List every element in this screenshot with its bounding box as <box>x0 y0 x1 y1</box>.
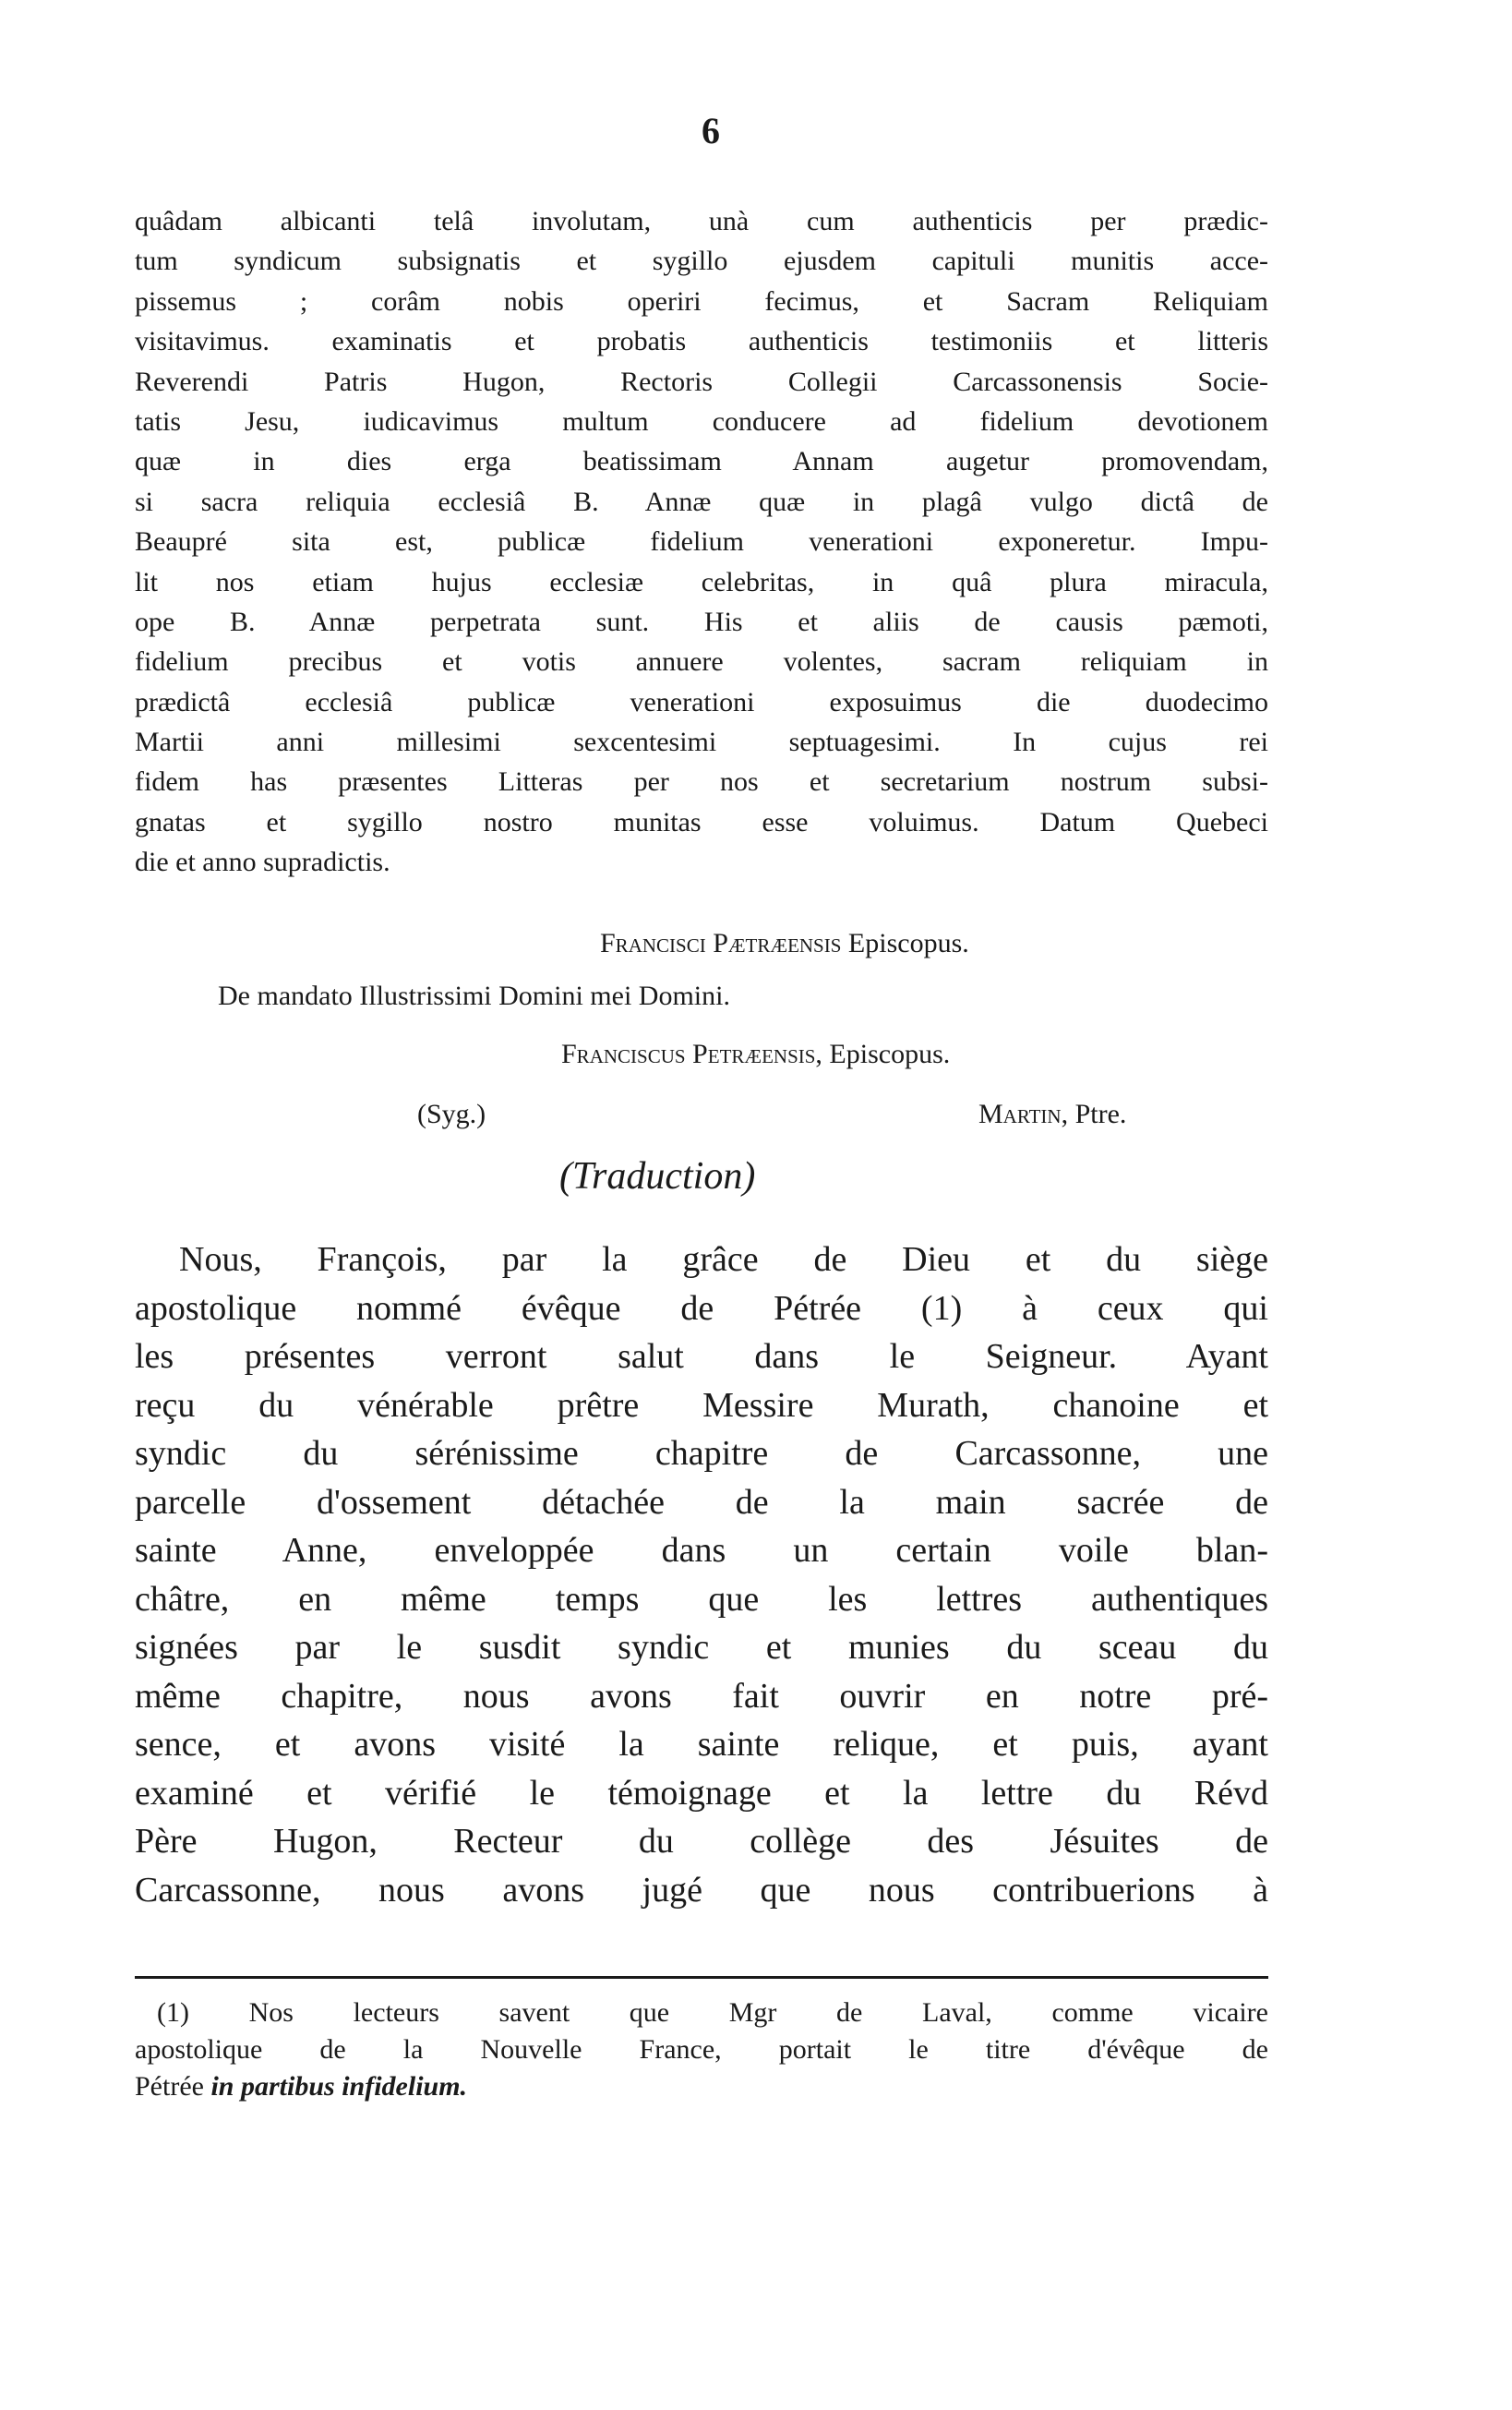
latin-line: fidem has præsentes Litteras per nos et secretarium nostrum subsi- <box>135 766 1268 798</box>
latin-line: Martii anni millesimi sexcentesimi septuagesimi. In cujus rei <box>135 727 1268 758</box>
signature-bishop-1 <box>600 928 969 959</box>
mandate-line: De mandato Illustrissimi Domini mei Domini. <box>218 981 730 1011</box>
signature-priest <box>978 1099 1126 1130</box>
latin-line: fidelium precibus et votis annuere volentes, sacram reliquiam in <box>135 646 1268 678</box>
latin-line: visitavimus. examinatis et probatis authenticis testimoniis et litteris <box>135 326 1268 357</box>
french-line: sence, et avons visité la sainte relique, et puis, ayant <box>135 1725 1268 1764</box>
footnote-italic-text: in partibus infidelium. <box>210 2071 468 2102</box>
french-line: signées par le susdit syndic et munies du sceau du <box>135 1628 1268 1667</box>
latin-line: tatis Jesu, iudicavimus multum conducere ad fidelium devotionem <box>135 405 1268 437</box>
latin-line: prædictâ ecclesiâ publicæ venerationi exposuimus die duodecimo <box>135 686 1268 717</box>
latin-line: tum syndicum subsignatis et sygillo ejusdem capituli munitis acce- <box>135 246 1268 277</box>
traduction-heading: (Traduction) <box>559 1155 756 1198</box>
latin-line: die et anno supradictis. <box>135 847 390 878</box>
latin-line: Beaupré sita est, publicæ fidelium venerationi exponeretur. Impu- <box>135 526 1268 558</box>
french-line: Père Hugon, Recteur du collège des Jésuites de <box>135 1822 1268 1861</box>
signature-name: Martin, <box>978 1099 1069 1129</box>
latin-line: quâdam albicanti telâ involutam, unà cum authenticis per prædic- <box>135 206 1268 236</box>
signature-bishop-2 <box>561 1039 950 1070</box>
latin-line: ope B. Annæ perpetrata sunt. His et aliis de causis pæmoti, <box>135 606 1268 637</box>
signature-name: Francisci Pætræensis <box>600 928 842 958</box>
signature-name: Franciscus Petræensis, <box>561 1039 822 1069</box>
signature-title: Ptre. <box>1074 1099 1127 1129</box>
footnote-line: apostolique de la Nouvelle France, portait le titre d'évêque de <box>135 2034 1268 2065</box>
french-line: parcelle d'ossement détachée de la main sacrée de <box>135 1482 1268 1522</box>
latin-paragraph <box>135 201 1268 883</box>
french-line: apostolique nommé évêque de Pétrée (1) à ceux qui <box>135 1288 1268 1328</box>
latin-line: gnatas et sygillo nostro munitas esse voluimus. Datum Quebeci <box>135 806 1268 837</box>
latin-line: lit nos etiam hujus ecclesiæ celebritas, in quâ plura miracula, <box>135 566 1268 597</box>
french-paragraph <box>135 1235 1268 1914</box>
latin-line: si sacra reliquia ecclesiâ B. Annæ quæ in plagâ vulgo dictâ de <box>135 486 1268 517</box>
latin-line: quæ in dies erga beatissimam Annam augetur promovendam, <box>135 446 1268 477</box>
french-line: même chapitre, nous avons fait ouvrir en notre pré- <box>135 1676 1268 1716</box>
french-line: Nous, François, par la grâce de Dieu et du siège <box>179 1240 1268 1279</box>
page-number: 6 <box>702 110 720 151</box>
latin-line: pissemus ; corâm nobis operiri fecimus, et Sacram Reliquiam <box>135 285 1268 317</box>
french-line: les présentes verront salut dans le Seigneur. Ayant <box>135 1337 1268 1376</box>
latin-line: Reverendi Patris Hugon, Rectoris Collegii Carcassonensis Socie- <box>135 366 1268 397</box>
footnote-divider <box>135 1976 1268 1979</box>
footnote-line <box>135 2068 1268 2105</box>
french-line: syndic du sérénissime chapitre de Carcassonne, une <box>135 1434 1268 1473</box>
french-line: châtre, en même temps que les lettres authentiques <box>135 1579 1268 1619</box>
signature-title: Episcopus. <box>829 1039 951 1069</box>
french-line: reçu du vénérable prêtre Messire Murath, chanoine et <box>135 1385 1268 1425</box>
french-line: sainte Anne, enveloppée dans un certain voile blan- <box>135 1531 1268 1570</box>
french-line: examiné et vérifié le témoignage et la lettre du Révd <box>135 1773 1268 1813</box>
footnote <box>135 1994 1268 2105</box>
footnote-plain-text: Pétrée <box>135 2071 204 2102</box>
signature-title: Episcopus. <box>847 928 969 958</box>
footnote-line: (1) Nos lecteurs savent que Mgr de Laval, comme vicaire <box>157 1997 1268 2028</box>
french-line: Carcassonne, nous avons jugé que nous contribuerions à <box>135 1870 1268 1910</box>
seal-mark: (Syg.) <box>417 1099 486 1129</box>
